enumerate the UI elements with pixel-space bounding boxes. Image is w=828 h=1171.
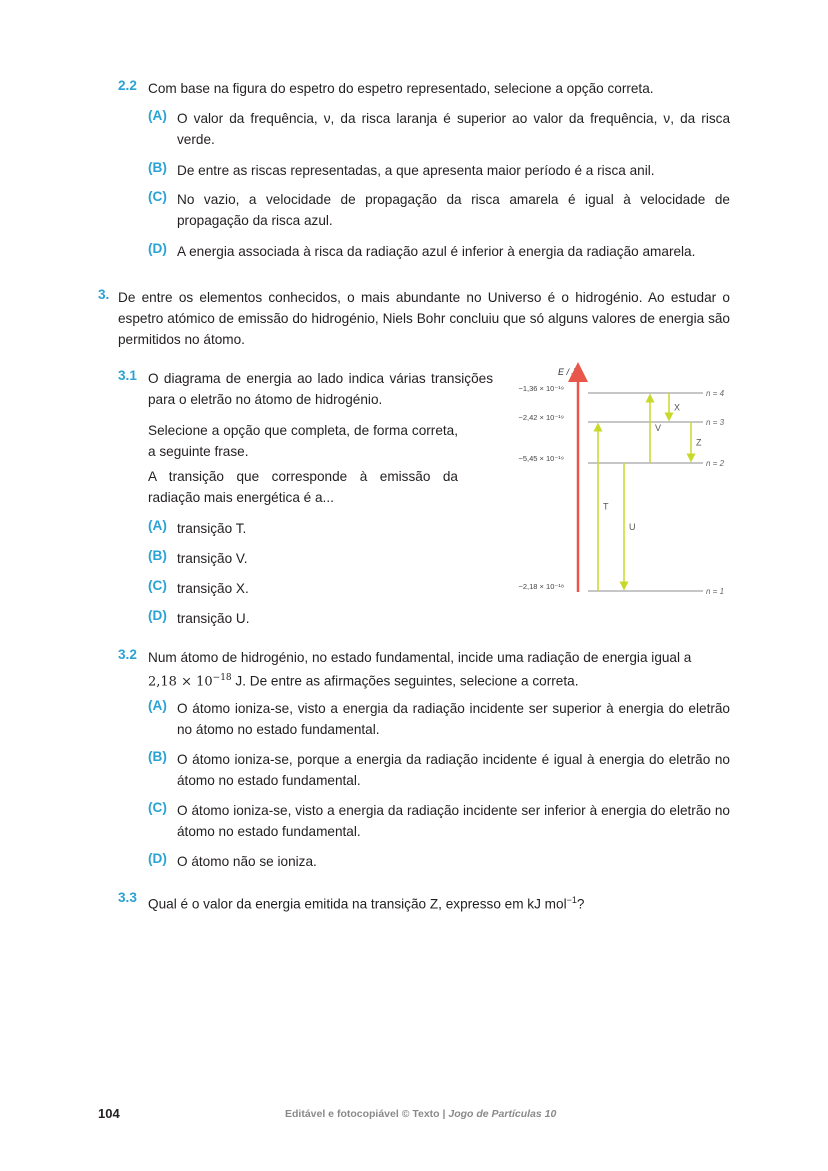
- question-text: Num átomo de hidrogénio, no estado fundamental, incide uma radiação de energia igual a: [148, 650, 692, 665]
- option-label: (B): [148, 749, 167, 764]
- question-number: 3.2: [118, 647, 137, 662]
- level-label: n = 3: [706, 418, 725, 427]
- unit-exponent: −1: [566, 895, 577, 905]
- option-text: O átomo ioniza-se, porque a energia da radiação incidente é igual à energia do eletrão no átomo no estado fundamental.: [177, 752, 730, 788]
- option-b[interactable]: [148, 160, 730, 181]
- energy-value-label: −5,45 × 10⁻¹⁹: [518, 454, 564, 463]
- option-text: De entre as riscas representadas, a que apresenta maior período é a risca anil.: [177, 163, 655, 178]
- energy-value: 2,18 × 10: [148, 674, 213, 690]
- energy-value-label: −1,36 × 10⁻¹⁹: [518, 384, 564, 393]
- level-label: n = 1: [706, 587, 725, 596]
- energy-level-diagram: [500, 360, 750, 610]
- question-text-cont: J. De entre as afirmações seguintes, selecione a correta.: [231, 673, 579, 689]
- option-text: transição V.: [177, 551, 248, 566]
- option-text: transição U.: [177, 611, 250, 626]
- option-c[interactable]: [148, 800, 730, 842]
- transition-label: X: [674, 402, 681, 413]
- option-c[interactable]: [148, 189, 730, 231]
- question-number: 3.: [98, 287, 110, 302]
- level-label: n = 4: [706, 389, 725, 398]
- option-label: (B): [148, 160, 167, 175]
- option-label: (C): [148, 578, 167, 593]
- footer-credit: [285, 1108, 556, 1120]
- option-d[interactable]: [148, 608, 448, 629]
- level-label: n = 2: [706, 459, 725, 468]
- option-text: transição X.: [177, 581, 249, 596]
- option-d[interactable]: [148, 241, 730, 262]
- option-text: transição T.: [177, 521, 247, 536]
- energy-value-label: −2,42 × 10⁻¹⁹: [518, 413, 564, 422]
- question-3-3: [118, 890, 730, 915]
- question-text: Qual é o valor da energia emitida na transição Z, expresso em kJ mol: [148, 896, 567, 912]
- option-a[interactable]: [148, 108, 730, 150]
- option-b[interactable]: [148, 548, 448, 569]
- option-b[interactable]: [148, 749, 730, 791]
- option-label: (D): [148, 608, 167, 623]
- option-label: (D): [148, 851, 167, 866]
- transition-label: T: [603, 501, 609, 512]
- question-text: O diagrama de energia ao lado indica várias transições para o eletrão no átomo de hidrogénio.: [148, 371, 493, 407]
- question-3: [98, 287, 730, 350]
- page-number: 104: [98, 1106, 120, 1121]
- option-text: O valor da frequência, ν, da risca laranja é superior ao valor da frequência, ν, da risca verde.: [177, 111, 730, 147]
- option-a[interactable]: [148, 518, 448, 539]
- option-label: (C): [148, 189, 167, 204]
- sentence-text: A transição que corresponde à emissão da radiação mais energética é a...: [148, 469, 458, 505]
- option-c[interactable]: [148, 578, 448, 599]
- transition-label: Z: [696, 437, 702, 448]
- question-2-2: [118, 78, 730, 99]
- option-d[interactable]: [148, 851, 730, 872]
- question-3-1-sentence: [148, 466, 458, 508]
- option-text: O átomo ioniza-se, visto a energia da radiação incidente ser inferior à energia do eletrão no átomo no estado fundamental.: [177, 803, 730, 839]
- question-text: Com base na figura do espetro do espetro representado, selecione a opção correta.: [148, 81, 654, 96]
- energy-exponent: −18: [212, 673, 232, 683]
- transition-label: V: [655, 423, 662, 433]
- question-number: 3.3: [118, 890, 137, 905]
- question-text: De entre os elementos conhecidos, o mais abundante no Universo é o hidrogénio. Ao estudar o espetro atómico de emissão do hidrogénio, Niels Bohr concluiu que só alguns valores de energia são permitidos no átomo.: [118, 290, 730, 347]
- transition-label: U: [629, 522, 636, 532]
- option-label: (B): [148, 548, 167, 563]
- option-label: (C): [148, 800, 167, 815]
- option-label: (A): [148, 518, 167, 533]
- energy-value-label: −2,18 × 10⁻¹⁸: [518, 582, 564, 591]
- axis-label: E / J: [558, 367, 577, 377]
- question-number: 2.2: [118, 78, 137, 93]
- question-3-2: [118, 647, 730, 693]
- option-text: A energia associada à risca da radiação azul é inferior à energia da radiação amarela.: [177, 244, 696, 259]
- instruction-text: Selecione a opção que completa, de forma correta, a seguinte frase.: [148, 423, 458, 459]
- footer-book-title: Jogo de Partículas 10: [448, 1108, 557, 1120]
- question-3-1: [118, 368, 493, 410]
- question-3-1-instruction: [148, 420, 458, 462]
- option-text: O átomo não se ioniza.: [177, 854, 317, 869]
- question-mark: ?: [576, 896, 585, 912]
- question-number: 3.1: [118, 368, 137, 383]
- option-label: (D): [148, 241, 167, 256]
- option-a[interactable]: [148, 698, 730, 740]
- footer-copyright: Editável e fotocopiável © Texto |: [285, 1108, 449, 1120]
- option-label: (A): [148, 698, 167, 713]
- option-text: O átomo ioniza-se, visto a energia da radiação incidente ser superior à energia do eletrão no átomo no estado fundamental.: [177, 701, 730, 737]
- option-text: No vazio, a velocidade de propagação da risca amarela é igual à velocidade de propagação da risca azul.: [177, 192, 730, 228]
- option-label: (A): [148, 108, 167, 123]
